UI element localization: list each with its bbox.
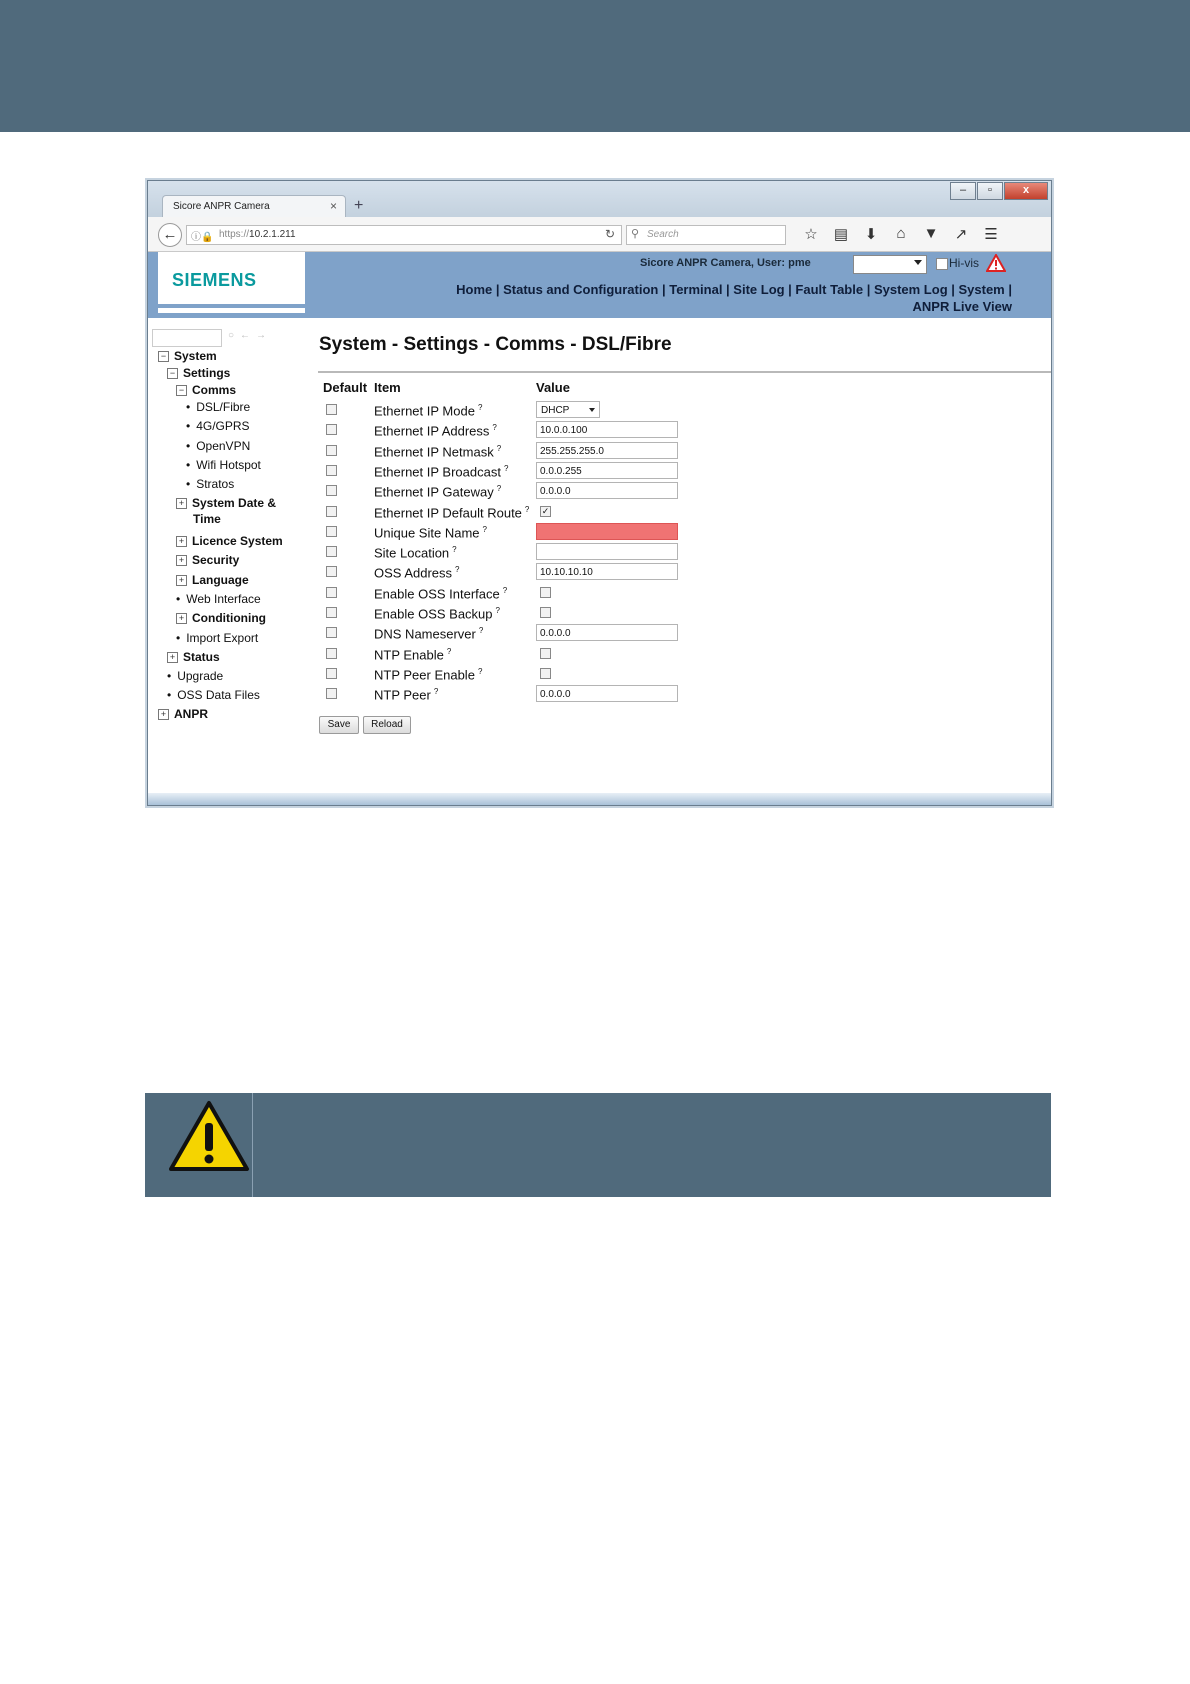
item-text: Site Location	[374, 545, 450, 561]
url-text: https://10.2.1.211	[219, 229, 296, 240]
item-label	[374, 586, 507, 601]
value-checkbox[interactable]	[540, 648, 551, 659]
tree-item-web-interface[interactable]	[176, 591, 261, 607]
default-checkbox[interactable]	[326, 648, 337, 659]
item-text: Enable OSS Interface	[374, 586, 500, 602]
notice-divider	[252, 1093, 253, 1197]
pocket-icon[interactable]: ▼	[923, 225, 939, 242]
close-window-button[interactable]: x	[1004, 182, 1048, 200]
table-row	[308, 684, 1051, 705]
browser-window	[147, 180, 1052, 806]
help-icon[interactable]: ?	[452, 545, 457, 554]
help-icon[interactable]: ?	[478, 626, 484, 635]
hivis-checkbox[interactable]	[936, 258, 948, 270]
default-checkbox[interactable]	[326, 546, 337, 557]
menu-icon[interactable]: ☰	[984, 226, 998, 243]
default-checkbox[interactable]	[326, 627, 337, 638]
tree-item-system[interactable]	[158, 348, 217, 364]
page-header-band	[0, 0, 1190, 132]
save-button[interactable]: Save	[319, 716, 359, 734]
tree-item-licence-system[interactable]	[176, 533, 283, 549]
tree-item-label: Status	[183, 650, 220, 664]
collapse-icon[interactable]: −	[167, 368, 178, 379]
reload-button[interactable]: Reload	[363, 716, 411, 734]
tree-item-openvpn[interactable]	[186, 438, 250, 454]
default-checkbox[interactable]	[326, 445, 337, 456]
tools-icon[interactable]: ↗	[954, 226, 968, 243]
value-checkbox[interactable]	[540, 607, 551, 618]
item-label	[374, 505, 529, 520]
download-icon[interactable]: ⬇	[864, 226, 878, 243]
default-checkbox[interactable]	[326, 566, 337, 577]
item-text: Ethernet IP Address	[374, 423, 490, 439]
help-icon[interactable]: ?	[433, 687, 439, 696]
value-input[interactable]: 0.0.0.255	[536, 462, 678, 479]
table-row	[308, 441, 1051, 462]
header-default: Default	[323, 380, 368, 395]
tree-item-label: Security	[192, 553, 240, 567]
item-label	[374, 444, 501, 459]
item-text: OSS Address	[374, 565, 453, 581]
item-label	[374, 606, 500, 621]
tree-item-system-date[interactable]	[176, 495, 276, 527]
logo-container	[158, 252, 305, 304]
default-checkbox[interactable]	[326, 526, 337, 537]
help-icon[interactable]: ?	[502, 586, 508, 595]
page-title: System - Settings - Comms - DSL/Fibre	[319, 334, 672, 355]
search-placeholder: Search	[647, 229, 679, 240]
table-row	[308, 562, 1051, 583]
header-value: Value	[536, 380, 570, 395]
new-tab-button[interactable]: +	[354, 197, 364, 214]
header-item: Item	[374, 380, 401, 395]
value-select[interactable]	[536, 401, 600, 418]
help-icon[interactable]: ?	[495, 606, 500, 615]
tree-item-label: Web Interface	[186, 592, 261, 606]
value-input[interactable]	[536, 523, 678, 540]
item-text: Ethernet IP Broadcast	[374, 464, 501, 480]
table-row	[308, 502, 1051, 523]
item-text: Ethernet IP Gateway	[374, 484, 494, 500]
default-checkbox[interactable]	[326, 404, 337, 415]
window-controls	[949, 182, 1048, 200]
item-text: Ethernet IP Default Route	[374, 505, 522, 521]
tree-item-import-export[interactable]	[176, 630, 258, 646]
item-label	[374, 626, 483, 641]
tree-item-security[interactable]	[176, 552, 239, 568]
item-label	[374, 545, 457, 560]
help-icon[interactable]: ?	[492, 423, 497, 432]
tree-item-label: System Date &	[192, 496, 277, 510]
tree-item-wifi-hotspot[interactable]	[186, 457, 261, 473]
expand-icon[interactable]: +	[167, 652, 178, 663]
title-divider	[318, 371, 1051, 373]
table-row	[308, 603, 1051, 624]
expand-icon[interactable]: +	[176, 555, 187, 566]
maximize-button[interactable]: ▫	[977, 182, 1003, 200]
tree-item-label: Wifi Hotspot	[196, 458, 261, 472]
tree-item-label: Language	[192, 573, 249, 587]
table-row	[308, 481, 1051, 502]
expand-icon[interactable]: +	[176, 613, 187, 624]
item-label	[374, 667, 482, 682]
default-checkbox[interactable]	[326, 424, 337, 435]
user-info: Sicore ANPR Camera, User: pme	[640, 257, 811, 269]
help-icon[interactable]: ?	[524, 505, 530, 514]
expand-icon[interactable]: +	[158, 709, 169, 720]
default-checkbox[interactable]	[326, 506, 337, 517]
main-navigation[interactable]	[412, 281, 1012, 315]
table-row	[308, 664, 1051, 685]
tree-item-status[interactable]	[167, 649, 220, 665]
value-input[interactable]: 0.0.0.0	[536, 624, 678, 641]
nav-line-1[interactable]: Home | Status and Configuration | Terminal | Site Log | Fault Table | System Log | System |	[456, 282, 1012, 297]
expand-icon[interactable]: +	[176, 498, 187, 509]
bookmark-star-icon[interactable]: ☆	[804, 226, 818, 243]
tab-close-icon[interactable]: ×	[329, 199, 337, 213]
tree-item-settings[interactable]	[167, 365, 230, 381]
select-value: DHCP	[541, 405, 570, 416]
tree-item-label: ANPR	[174, 707, 209, 721]
collapse-icon[interactable]: −	[176, 385, 187, 396]
search-input[interactable]	[626, 225, 786, 245]
default-checkbox[interactable]	[326, 465, 337, 476]
collapse-icon[interactable]: −	[158, 351, 169, 362]
tree-item-label: Licence System	[192, 534, 283, 548]
toolbar-icons	[796, 225, 1006, 243]
item-label	[374, 423, 497, 438]
help-icon[interactable]: ?	[496, 484, 502, 493]
item-text: Ethernet IP Netmask	[374, 444, 494, 460]
tree-search-input[interactable]	[152, 329, 222, 347]
help-icon[interactable]: ?	[455, 565, 460, 574]
tree-item-label: Conditioning	[192, 611, 266, 625]
home-icon[interactable]: ⌂	[896, 225, 906, 242]
value-input[interactable]: 10.0.0.100	[536, 421, 678, 438]
default-checkbox[interactable]	[326, 607, 337, 618]
warning-icon[interactable]	[986, 254, 1006, 272]
site-header	[148, 252, 1051, 318]
tree-item-label: Upgrade	[177, 669, 224, 683]
reload-icon[interactable]: ↻	[604, 227, 615, 241]
tree-item-comms[interactable]	[176, 382, 236, 398]
item-label	[374, 525, 487, 540]
user-dropdown[interactable]	[853, 255, 927, 274]
table-row	[308, 644, 1051, 665]
value-input[interactable]: 0.0.0.0	[536, 685, 678, 702]
minimize-button[interactable]: –	[950, 182, 976, 200]
browser-titlebar	[148, 181, 1051, 217]
tab-title: Sicore ANPR Camera	[173, 201, 270, 212]
info-icon[interactable]: ⓘ🔒	[191, 232, 214, 243]
table-row	[308, 623, 1051, 644]
item-text: NTP Enable	[374, 647, 444, 663]
tree-item-label: 4G/GPRS	[196, 419, 250, 433]
item-label	[374, 687, 438, 702]
siemens-logo: SIEMENS	[172, 270, 257, 290]
browser-tab[interactable]	[162, 195, 346, 218]
logo-strip	[158, 308, 305, 313]
tree-item-language[interactable]	[176, 572, 249, 588]
back-arrow-icon[interactable]: ←	[158, 223, 182, 247]
browser-bottom-edge	[148, 793, 1051, 805]
help-icon[interactable]: ?	[503, 464, 509, 473]
table-row	[308, 461, 1051, 482]
item-text: DNS Nameserver	[374, 626, 476, 642]
chevron-down-icon	[914, 260, 922, 265]
tree-item-stratos[interactable]	[186, 476, 234, 492]
tree-item-label-continued: Time	[193, 512, 221, 526]
value-input[interactable]: 255.255.255.0	[536, 442, 678, 459]
item-text: NTP Peer	[374, 687, 431, 703]
tree-item-label: Settings	[183, 366, 231, 380]
default-checkbox[interactable]	[326, 587, 337, 598]
value-input[interactable]: 0.0.0.0	[536, 482, 678, 499]
item-text: NTP Peer Enable	[374, 667, 475, 683]
value-input[interactable]: 10.10.10.10	[536, 563, 678, 580]
help-icon[interactable]: ?	[446, 647, 452, 656]
item-label	[374, 464, 508, 479]
help-icon[interactable]: ?	[482, 525, 487, 534]
chevron-down-icon	[589, 408, 595, 412]
table-row	[308, 542, 1051, 563]
hivis-label: Hi-vis	[949, 256, 979, 270]
tree-item-anpr[interactable]	[158, 706, 208, 722]
warning-notice	[145, 1093, 1051, 1197]
tree-item-label: OpenVPN	[196, 439, 251, 453]
tree-item-label: Comms	[192, 383, 237, 397]
value-checkbox[interactable]	[540, 668, 551, 679]
tree-controls: ○←→	[228, 330, 273, 341]
sidebar	[148, 318, 308, 793]
item-label	[374, 647, 451, 662]
default-checkbox[interactable]	[326, 688, 337, 699]
expand-icon[interactable]: +	[176, 536, 187, 547]
item-label	[374, 484, 501, 499]
item-label	[374, 565, 460, 580]
tree-item-conditioning[interactable]	[176, 610, 266, 626]
table-row	[308, 420, 1051, 441]
tree-item-label: Import Export	[186, 631, 259, 645]
tree-item-dsl-fibre[interactable]	[186, 399, 250, 415]
help-icon[interactable]: ?	[477, 667, 483, 676]
item-text: Unique Site Name	[374, 525, 480, 541]
tree-item-label: DSL/Fibre	[196, 400, 251, 414]
form-buttons	[319, 716, 519, 734]
tree-item-label: Stratos	[196, 477, 235, 491]
tree-item-label: System	[174, 349, 217, 363]
search-icon: ⚲	[631, 228, 640, 240]
value-input[interactable]	[536, 543, 678, 560]
tree-item-4g-gprs[interactable]	[186, 418, 250, 434]
expand-icon[interactable]: +	[176, 575, 187, 586]
item-text: Enable OSS Backup	[374, 606, 493, 622]
help-icon[interactable]: ?	[477, 403, 483, 412]
item-label	[374, 403, 482, 418]
nav-line-2[interactable]: ANPR Live View	[912, 299, 1012, 314]
tree-item-oss-data-files[interactable]	[167, 687, 260, 703]
item-text: Ethernet IP Mode	[374, 403, 475, 419]
table-row	[308, 400, 1051, 421]
value-checkbox[interactable]	[540, 587, 551, 598]
table-row	[308, 583, 1051, 604]
default-checkbox[interactable]	[326, 485, 337, 496]
browser-toolbar	[148, 217, 1051, 252]
tree-item-upgrade[interactable]	[167, 668, 223, 684]
default-checkbox[interactable]	[326, 668, 337, 679]
help-icon[interactable]: ?	[496, 444, 502, 453]
reading-list-icon[interactable]: ▤	[833, 226, 849, 243]
tree-item-label: OSS Data Files	[177, 688, 260, 702]
table-row	[308, 522, 1051, 543]
address-bar[interactable]	[186, 225, 622, 245]
warning-icon	[167, 1099, 251, 1175]
value-checkbox[interactable]: ✓	[541, 506, 550, 516]
